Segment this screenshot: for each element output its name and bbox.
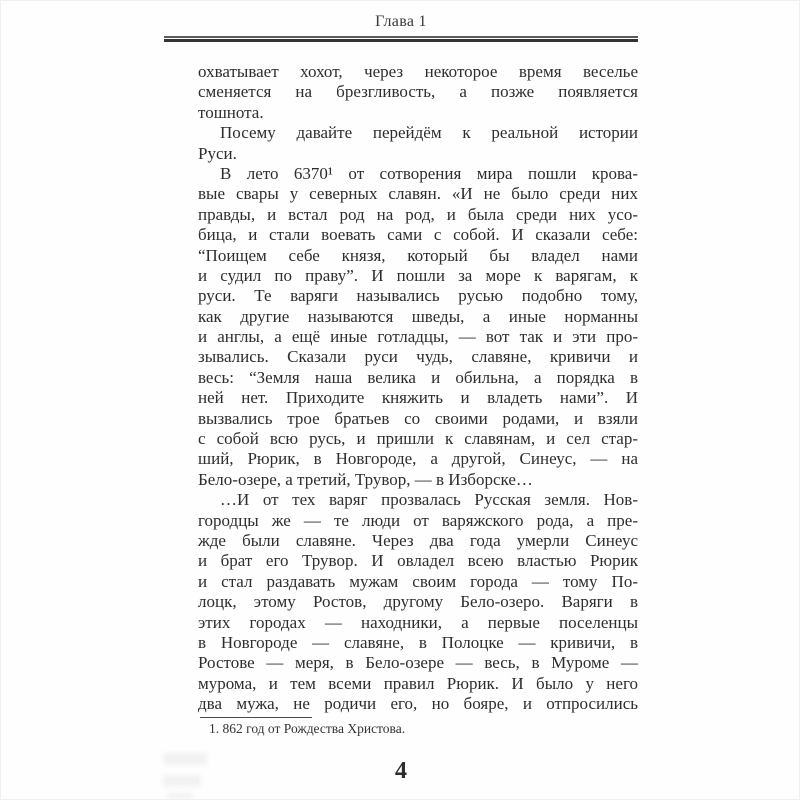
text-line: два мужа, не родичи его, но бояре, и отпросились [198,694,638,714]
text-line: сменяется на брезгливость, а позже появляется [198,82,638,102]
text-line: этих городах — находники, а первые поселенцы [198,612,638,632]
scan-artifact [163,775,201,787]
text-line: зывались. Сказали руси чудь, славяне, кривичи и [198,347,638,367]
text-line: городцы же — те люди от варяжского рода, а пре- [198,510,638,530]
text-line: ший, Рюрик, в Новгороде, а другой, Синеус, — на [198,449,638,469]
text-line: Руси. [198,143,237,163]
scan-artifact [167,793,193,799]
text-line: и англы, а ещё иные готладцы, — вот так и эти про- [198,327,638,347]
text-line: вызвались трое братьев со своими родами, и взяли [198,408,638,428]
text-line: “Поищем себе князя, который бы владел нами [198,245,638,265]
text-line: ней нет. Приходите княжить и владеть нами”. И [198,388,638,408]
text-line: жде были славяне. Через два года умерли Синеус [198,530,638,550]
footnote: 1. 862 год от Рождества Христова. [209,721,406,736]
text-line: бица, и стали воевать сами с собой. И сказали себе: [198,225,638,245]
chapter-title: Глава 1 [375,13,427,30]
text-line: охватывает хохот, через некоторое время веселье [198,62,638,81]
scan-artifact [163,753,207,765]
text-line: Ростове — меря, в Бело-озере — весь, в Муроме — [198,653,638,673]
text-line: в Новгороде — славяне, в Полоцке — кривичи, в [198,632,638,652]
header-rule [164,36,638,42]
text-line: и судил по праву”. И пошли за море к варягам, к [198,265,638,285]
page-number: 4 [395,758,407,784]
text-line: …И от тех варяг прозвалась Русская земля. Нов- [220,490,638,510]
text-line: Посему давайте перейдём к реальной истории [220,123,638,143]
body-text [198,62,638,715]
text-line: весь: “Земля наша велика и обильна, а порядка в [198,367,638,387]
footnote-separator [200,717,312,718]
text-line: В лето 6370¹ от сотворения мира пошли крова- [220,163,638,183]
text-line: лоцк, этому Ростов, другому Бело-озеро. Варяги в [198,592,638,612]
text-line: Бело-озере, а третий, Трувор, — в Изборске… [198,469,533,489]
text-line: и брат его Трувор. И овладел всею властью Рюрик [198,551,638,571]
text-line: тошнота. [198,102,264,122]
text-line: вые свары у северных славян. «И не было среди них [198,184,638,204]
text-line: с собой всю русь, и пришли к славянам, и сел стар- [198,429,638,449]
text-line: руси. Те варяги назывались русью подобно тому, [198,286,638,306]
text-line: мурома, и тем всеми правил Рюрик. И было у него [198,673,638,693]
text-line: как другие называются шведы, а иные норманны [198,306,638,326]
text-line: и стал раздавать мужам своим города — тому По- [198,571,638,591]
text-line: правды, и встал род на род, и была среди них усо- [198,204,638,224]
